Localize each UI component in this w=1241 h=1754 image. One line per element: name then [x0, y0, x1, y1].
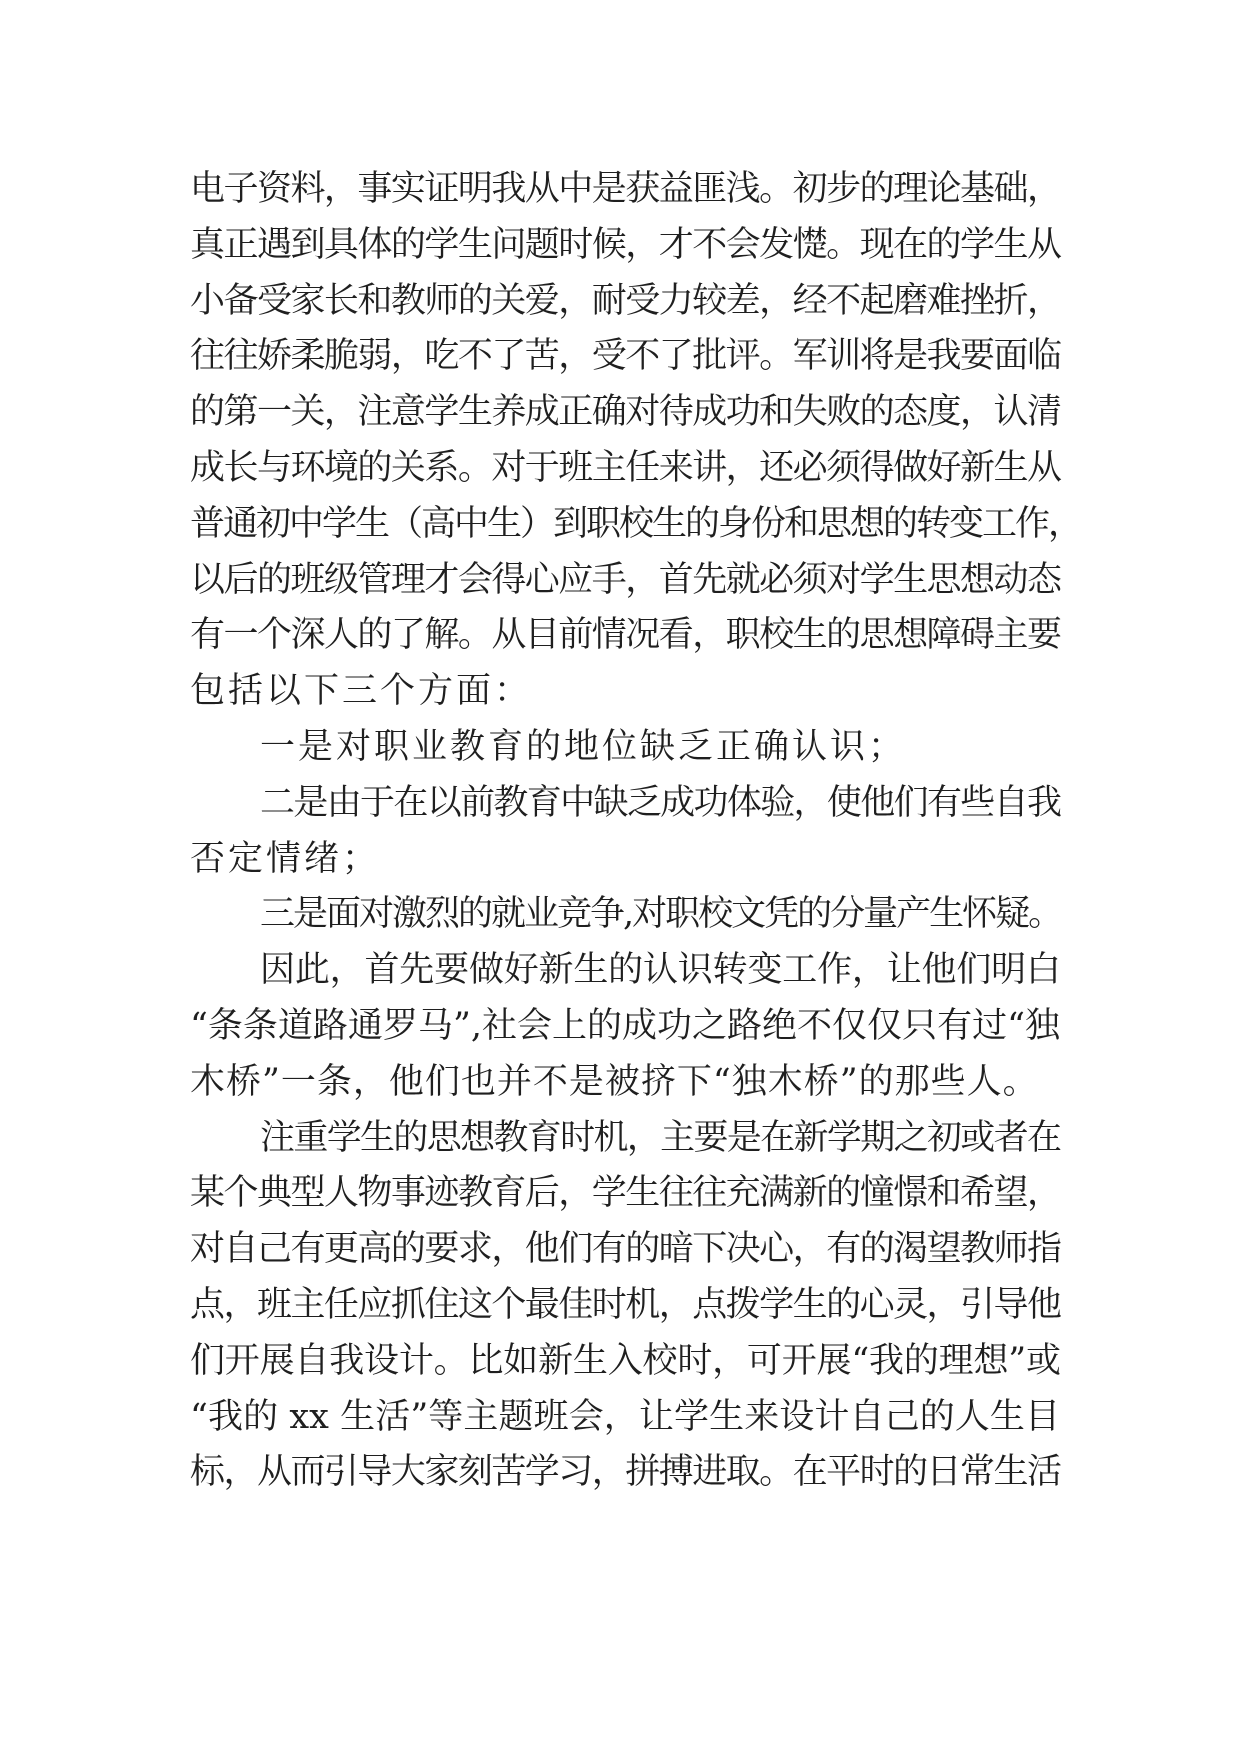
text-line: 电子资料，事实证明我从中是获益匪浅。初步的理论基础， — [190, 169, 1060, 209]
text-line: 成长与环境的关系。对于班主任来讲，还必须得做好新生从 — [190, 447, 1060, 488]
text-line: 以后的班级管理才会得心应手，首先就必须对学生思想动态 — [190, 559, 1060, 600]
text-line: 注重学生的思想教育时机，主要是在新学期之初或者在 — [260, 1117, 1060, 1158]
text-line: 点，班主任应抓住这个最佳时机，点拨学生的心灵，引导他 — [190, 1284, 1060, 1325]
text-line: 三是面对激烈的就业竞争,对职校文凭的分量产生怀疑。 — [260, 894, 1062, 935]
text-line: 们开展自我设计。比如新生入校时，可开展“我的理想”或 — [190, 1340, 1060, 1381]
text-line: 包括以下三个方面： — [190, 671, 533, 712]
text-line: 对自己有更高的要求，他们有的暗下决心，有的渴望教师指 — [190, 1229, 1060, 1270]
text-line: 普通初中学生（高中生）到职校生的身份和思想的转变工作， — [190, 503, 1082, 544]
text-line: 一是对职业教育的地位缺乏正确认识； — [260, 726, 907, 767]
document-body — [190, 162, 1082, 1501]
text-line: 某个典型人物事迹教育后，学生往往充满新的憧憬和希望， — [190, 1173, 1060, 1214]
text-line: 小备受家长和教师的关爱，耐受力较差，经不起磨难挫折， — [190, 280, 1060, 321]
text-line: 标，从而引导大家刻苦学习，拼搏进取。在平时的日常生活 — [190, 1452, 1060, 1493]
text-line: “我的 xx 生活”等主题班会，让学生来设计自己的人生目 — [190, 1396, 1060, 1437]
text-line: 否定情绪； — [190, 838, 381, 879]
text-line: “条条道路通罗马”,社会上的成功之路绝不仅仅只有过“独 — [190, 1005, 1060, 1046]
text-line: 真正遇到具体的学生问题时候，才不会发憷。现在的学生从 — [190, 224, 1060, 265]
text-line: 的第一关，注意学生养成正确对待成功和失败的态度，认清 — [190, 392, 1060, 433]
text-line: 有一个深人的了解。从目前情况看，职校生的思想障碍主要 — [190, 615, 1060, 656]
text-line: 往往娇柔脆弱，吃不了苦，受不了批评。军训将是我要面临 — [190, 336, 1060, 377]
text-line: 木桥”一条，他们也并不是被挤下“独木桥”的那些人。 — [190, 1061, 1039, 1102]
text-line: 二是由于在以前教育中缺乏成功体验，使他们有些自我 — [260, 782, 1060, 823]
text-line: 因此，首先要做好新生的认识转变工作，让他们明白 — [260, 950, 1060, 991]
